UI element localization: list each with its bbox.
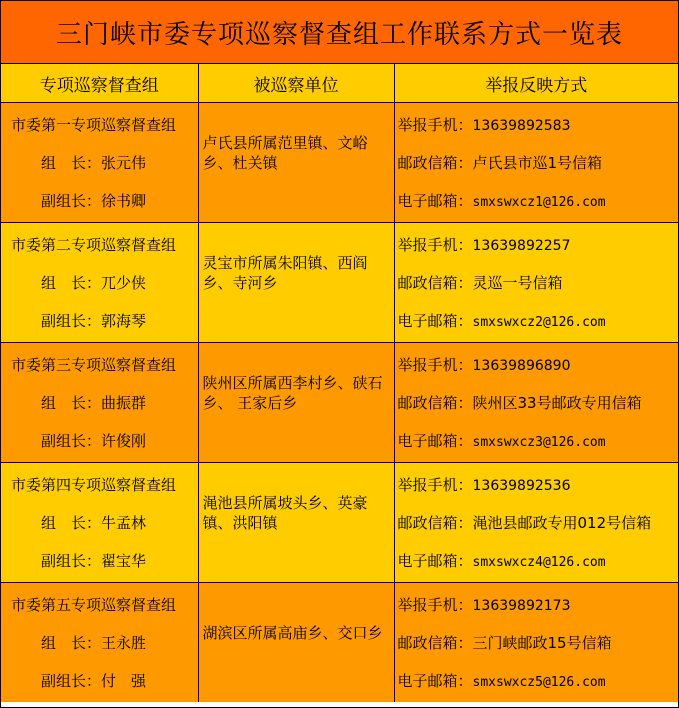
phone-number: 13639892536 — [472, 477, 571, 494]
email-address: smxswxcz2@126.com — [472, 314, 606, 330]
deputy-label: 副组长： — [41, 551, 102, 570]
deputy-label: 副组长： — [41, 431, 102, 450]
group-cell — [1, 463, 198, 583]
mailbox-label: 邮政信箱： — [397, 273, 473, 292]
email-address: smxswxcz3@126.com — [472, 434, 606, 450]
group-cell — [1, 343, 198, 463]
mailbox-value: 陕州区33号邮政专用信箱 — [472, 393, 642, 412]
deputy-line — [1, 302, 198, 340]
leader-label: 组 长： — [41, 633, 102, 652]
unit-text: 灵宝市所属朱阳镇、西阎乡、寺河乡 — [202, 253, 368, 292]
mailbox-value: 灵巡一号信箱 — [472, 273, 563, 292]
leader-label: 组 长： — [41, 513, 102, 532]
contact-cell — [394, 343, 678, 463]
unit-text: 渑池县所属坡头乡、英豪镇、洪阳镇 — [202, 493, 368, 532]
table-row — [1, 223, 678, 343]
phone-line — [395, 346, 679, 384]
phone-number: 13639892257 — [472, 237, 571, 254]
email-address: smxswxcz5@126.com — [472, 674, 606, 690]
group-cell — [1, 223, 198, 343]
header-group: 专项巡察督查组 — [1, 64, 198, 103]
email-label: 电子邮箱： — [397, 191, 473, 210]
email-label: 电子邮箱： — [397, 671, 473, 690]
unit-cell — [198, 463, 394, 583]
table-row — [1, 343, 678, 463]
leader-label: 组 长： — [41, 393, 102, 412]
email-address: smxswxcz1@126.com — [472, 194, 606, 210]
table-row — [1, 103, 678, 223]
mailbox-label: 邮政信箱： — [397, 633, 473, 652]
leader-label: 组 长： — [41, 153, 102, 172]
unit-cell — [198, 103, 394, 223]
mailbox-value: 渑池县邮政专用012号信箱 — [472, 513, 652, 532]
leader-line — [1, 144, 198, 182]
phone-line — [395, 226, 679, 264]
mailbox-line — [395, 264, 679, 302]
leader-name: 曲振群 — [101, 393, 147, 412]
deputy-line — [1, 182, 198, 220]
email-label: 电子邮箱： — [397, 431, 473, 450]
unit-cell — [198, 583, 394, 703]
header-unit: 被巡察单位 — [198, 64, 394, 103]
contact-table — [1, 64, 678, 702]
group-name: 市委第四专项巡察督查组 — [11, 475, 177, 494]
deputy-label: 副组长： — [41, 311, 102, 330]
email-line — [395, 662, 679, 700]
mailbox-line — [395, 384, 679, 422]
table-row — [1, 463, 678, 583]
leader-line — [1, 504, 198, 542]
leader-line — [1, 624, 198, 662]
group-name: 市委第一专项巡察督查组 — [11, 115, 177, 134]
unit-cell — [198, 223, 394, 343]
phone-label: 举报手机： — [397, 595, 473, 614]
leader-name: 张元伟 — [101, 153, 147, 172]
header-contact: 举报反映方式 — [394, 64, 678, 103]
contact-cell — [394, 103, 678, 223]
leader-line — [1, 384, 198, 422]
email-label: 电子邮箱： — [397, 551, 473, 570]
email-line — [395, 422, 679, 460]
email-line — [395, 542, 679, 580]
email-line — [395, 182, 679, 220]
mailbox-value: 卢氏县市巡1号信箱 — [472, 153, 603, 172]
deputy-name: 付 强 — [101, 671, 147, 690]
unit-cell — [198, 343, 394, 463]
group-name: 市委第五专项巡察督查组 — [11, 595, 177, 614]
mailbox-line — [395, 144, 679, 182]
deputy-name: 翟宝华 — [101, 551, 147, 570]
leader-label: 组 长： — [41, 273, 102, 292]
deputy-label: 副组长： — [41, 671, 102, 690]
deputy-line — [1, 422, 198, 460]
phone-label: 举报手机： — [397, 475, 473, 494]
leader-name: 牛孟林 — [101, 513, 147, 532]
phone-line — [395, 466, 679, 504]
deputy-line — [1, 662, 198, 700]
leader-name: 兀少侠 — [101, 273, 147, 292]
deputy-name: 许俊刚 — [101, 431, 147, 450]
unit-text: 湖滨区所属高庙乡、交口乡 — [202, 623, 383, 642]
group-name: 市委第二专项巡察督查组 — [11, 235, 177, 254]
email-address: smxswxcz4@126.com — [472, 554, 606, 570]
email-line — [395, 302, 679, 340]
deputy-label: 副组长： — [41, 191, 102, 210]
group-cell — [1, 103, 198, 223]
unit-text: 卢氏县所属范里镇、文峪乡、杜关镇 — [202, 133, 368, 172]
email-label: 电子邮箱： — [397, 311, 473, 330]
deputy-line — [1, 542, 198, 580]
unit-text: 陕州区所属西李村乡、硖石乡、 王家后乡 — [202, 373, 383, 412]
page-title: 三门峡市委专项巡察督查组工作联系方式一览表 — [1, 1, 678, 64]
phone-label: 举报手机： — [397, 235, 473, 254]
group-name: 市委第三专项巡察督查组 — [11, 355, 177, 374]
mailbox-line — [395, 504, 679, 542]
group-cell — [1, 583, 198, 703]
contact-cell — [394, 223, 678, 343]
leader-line — [1, 264, 198, 302]
phone-line — [395, 586, 679, 624]
phone-number: 13639892583 — [472, 117, 571, 134]
leader-name: 王永胜 — [101, 633, 147, 652]
mailbox-label: 邮政信箱： — [397, 153, 473, 172]
phone-number: 13639896890 — [472, 357, 571, 374]
phone-line — [395, 106, 679, 144]
deputy-name: 徐书卿 — [101, 191, 147, 210]
table-header-row — [1, 64, 678, 103]
phone-number: 13639892173 — [472, 597, 571, 614]
mailbox-label: 邮政信箱： — [397, 393, 473, 412]
phone-label: 举报手机： — [397, 355, 473, 374]
table-row — [1, 583, 678, 703]
mailbox-label: 邮政信箱： — [397, 513, 473, 532]
contact-cell — [394, 583, 678, 703]
mailbox-value: 三门峡邮政15号信箱 — [472, 633, 612, 652]
mailbox-line — [395, 624, 679, 662]
contact-cell — [394, 463, 678, 583]
phone-label: 举报手机： — [397, 115, 473, 134]
deputy-name: 郭海琴 — [101, 311, 147, 330]
